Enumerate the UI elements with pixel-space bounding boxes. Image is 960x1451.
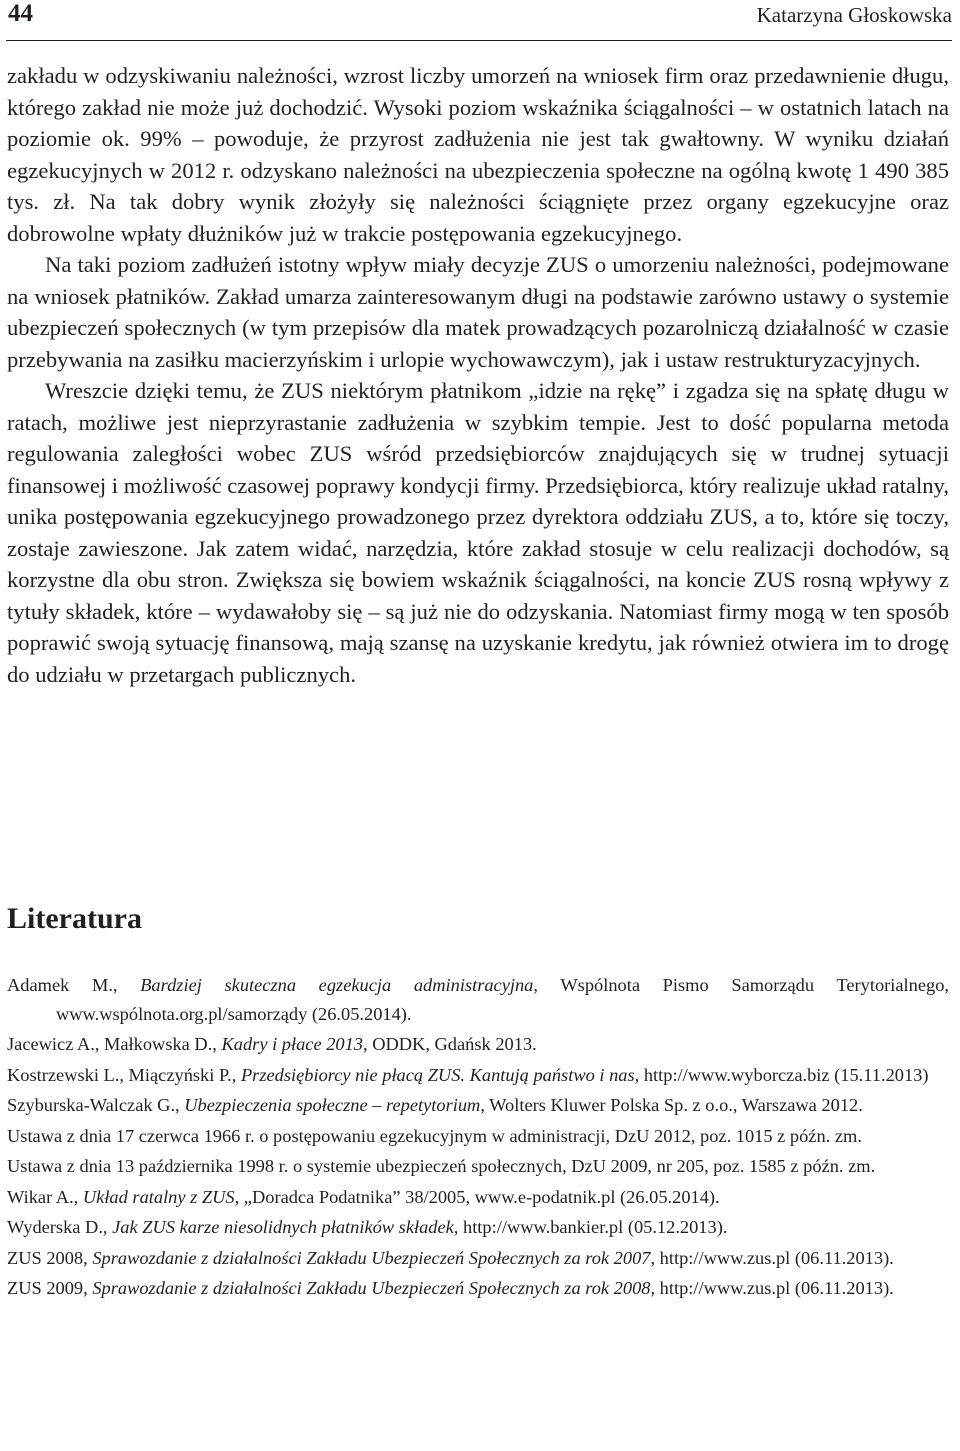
reference-item: [7, 1152, 949, 1181]
reference-title: Sprawozdanie z działalności Zakładu Ubezpieczeń Społecznych za rok 2007: [92, 1247, 651, 1268]
section-title: Literatura: [7, 902, 142, 935]
running-head-author: Katarzyna Głoskowska: [756, 3, 952, 27]
page-header: [6, 0, 952, 41]
reference-details: , http://www.zus.pl (06.11.2013).: [650, 1278, 894, 1298]
paragraph: Na taki poziom zadłużeń istotny wpływ miały decyzje ZUS o umorzeniu należności, podejmowane na wniosek płatników. Zakład umarza zainteresowanym długi na podstawie zarówno ustawy o systemie ubezpieczeń społecznych (w tym przepisów dla matek prowadzących pozarolniczą działalność w czasie przebywania na zasiłku macierzyńskim i urlopie wychowawczym), jak i ustaw restrukturyzacyjnych.: [7, 252, 949, 372]
reference-item: [7, 1030, 949, 1059]
reference-author: ZUS 2008,: [7, 1247, 93, 1268]
reference-title: Jak ZUS karze niesolidnych płatników składek,: [112, 1217, 459, 1237]
reference-title: Bardziej skuteczna egzekucja administracyjna: [140, 975, 534, 995]
reference-details: Ustawa z dnia 13 października 1998 r. o systemie ubezpieczeń społecznych, DzU 2009, nr 205, poz. 1585 z późn. zm.: [7, 1156, 876, 1176]
reference-item: [7, 971, 949, 1028]
reference-item: [7, 1183, 949, 1212]
reference-item: [7, 1122, 949, 1151]
reference-author: Wikar A.,: [7, 1186, 83, 1207]
reference-author: Szyburska-Walczak G.,: [7, 1095, 185, 1115]
reference-item: [7, 1244, 949, 1273]
reference-author: Kostrzewski L., Miączyński P.,: [7, 1064, 241, 1085]
reference-item: [7, 1061, 949, 1090]
reference-item: [7, 1213, 949, 1242]
reference-details: , http://www.zus.pl (06.11.2013).: [650, 1247, 894, 1268]
reference-title: Kadry i płace 2013: [221, 1034, 364, 1054]
reference-item: [7, 1091, 949, 1120]
reference-title: Sprawozdanie z działalności Zakładu Ubezpieczeń Społecznych za rok 2008: [92, 1278, 651, 1298]
reference-details: Ustawa z dnia 17 czerwca 1966 r. o postępowaniu egzekucyjnym w administracji, DzU 2012, poz. 1015 z późn. zm.: [7, 1125, 862, 1146]
paragraph: zakładu w odzyskiwaniu należności, wzrost liczby umorzeń na wniosek firm oraz przedawnienie długu, którego zakład nie może już dochodzić. Wysoki poziom wskaźnika ściągalności – w ostatnich latach na poziomie ok. 99% – powoduje, że przyrost zadłużenia nie jest tak gwałtowny. W wyniku działań egzekucyjnych w 2012 r. odzyskano należności na ubezpieczenia społeczne na ogólną kwotę 1 490 385 tys. zł. Na tak dobry wynik złożyły się należności ściągnięte przez organy egzekucyjne oraz dobrowolne wpłaty dłużników już w trakcie postępowania egzekucyjnego.: [7, 63, 949, 246]
paragraph: Wreszcie dzięki temu, że ZUS niektórym płatnikom „idzie na rękę” i zgadza się na spłatę długu w ratach, możliwe jest nieprzyrastanie zadłużenia w szybkim tempie. Jest to dość popularna metoda regulowania zaległości wobec ZUS wśród przedsiębiorców znajdujących się w trudnej sytuacji finansowej i możliwość czasowej poprawy kondycji firmy. Przedsiębiorca, który realizuje układ ratalny, unika postępowania egzekucyjnego prowadzonego przez dyrektora oddziału ZUS, a to, które się toczy, zostaje zawieszone. Jak zatem widać, narzędzia, które zakład stosuje w celu realizacji dochodów, są korzystne dla obu stron. Zwiększa się bowiem wskaźnik ściągalności, na koncie ZUS rosną wpływy z tytuły składek, które – wydawałoby się – są już nie do odzyskania. Natomiast firmy mogą w ten sposób poprawić swoją sytuację finansową, mają szansę na uzyskanie kredytu, jak również otwiera im to drogę do udziału w przetargach publicznych.: [7, 378, 949, 687]
reference-details: , „Doradca Podatnika” 38/2005, www.e-podatnik.pl (26.05.2014).: [234, 1186, 720, 1207]
reference-details: http://www.bankier.pl (05.12.2013).: [458, 1217, 728, 1237]
reference-title: Ubezpieczenia społeczne – repetytorium: [184, 1095, 481, 1115]
reference-item: [7, 1274, 949, 1303]
reference-author: Jacewicz A., Małkowska D.,: [7, 1034, 222, 1054]
reference-details: , Wolters Kluwer Polska Sp. z o.o., Warszawa 2012.: [480, 1095, 863, 1115]
reference-author: Wyderska D.,: [7, 1217, 113, 1237]
reference-details: , Wspólnota Pismo Samorządu Terytorialnego, www.wspólnota.org.pl/samorządy (26.05.2014).: [56, 975, 949, 1024]
reference-author: Adamek M.,: [7, 975, 141, 995]
page-number: 44: [8, 0, 33, 27]
reference-details: , ODDK, Gdańsk 2013.: [363, 1034, 537, 1054]
body-text: [7, 60, 949, 690]
reference-author: ZUS 2009,: [7, 1278, 93, 1298]
reference-list: [7, 971, 949, 1303]
reference-title: Układ ratalny z ZUS: [82, 1186, 235, 1207]
reference-title: Przedsiębiorcy nie płacą ZUS. Kantują państwo i nas: [240, 1064, 635, 1085]
reference-details: , http://www.wyborcza.biz (15.11.2013): [634, 1064, 929, 1085]
